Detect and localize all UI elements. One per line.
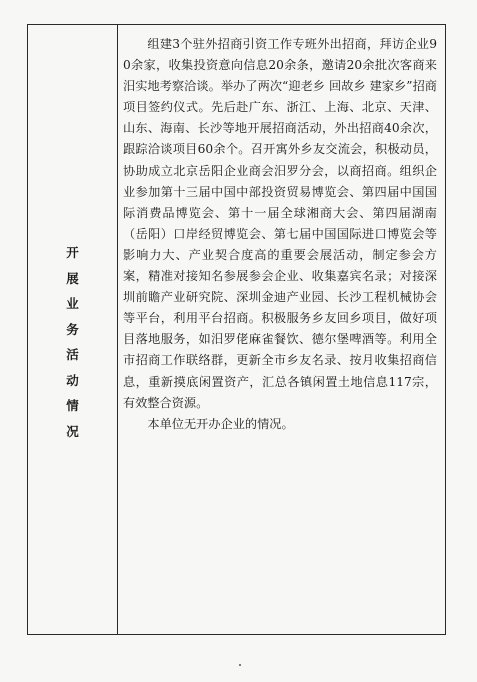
- section-label: [28, 240, 117, 444]
- scan-speck: [239, 664, 241, 666]
- no-enterprise-paragraph: 本单位无开办企业的情况。: [147, 416, 294, 431]
- section-label-char: 况: [66, 423, 79, 439]
- activity-paragraph: 组建3个驻外招商引资工作专班外出招商，拜访企业90余家，收集投资意向信息20余条，邀请20余批次客商来汨实地考察洽谈。举办了两次“迎老乡 回故乡 建家乡”招商项目签约仪式。先后赴广东、浙江、上海、北京、天津、山东、海南、长沙等地开展招商活动，外出招商40余次，跟踪洽谈项目60余个。召开寓外乡友交流会，积极动员，协助成立北京岳阳企业商会汨罗分会，以商招商。组织企业参加第十三届中国中部投资贸易博览会、第四届中国国际消费品博览会、第十一届全球湘商大会、第四届湖南（岳阳）口岸经贸博览会、第七届中国国际进口博览会等影响力大、产业契合度高的重要会展活动，制定参会方案，精准对接知名参展参会企业、收集嘉宾名录；对接深圳前瞻产业研究院、深圳金迪产业园、长沙工程机械协会等平台，利用平台招商。积极服务乡友回乡项目，做好项目落地服务，如汨罗佬麻雀餐饮、德尔堡啤酒等。利用全市招商工作联络群，更新全市乡友名录、按月收集招商信息，重新摸底闲置资产，汇总各镇闲置土地信息117宗，有效整合资源。: [123, 37, 437, 410]
- section-label-char: 展: [66, 270, 79, 286]
- section-label-char: 开: [66, 245, 79, 260]
- section-content-cell: [123, 34, 437, 435]
- section-label-char: 务: [66, 321, 79, 337]
- section-label-char: 活: [66, 347, 79, 362]
- section-label-char: 动: [66, 372, 79, 388]
- section-label-cell: [28, 25, 118, 634]
- section-label-char: 情: [66, 398, 79, 413]
- activity-table: [27, 24, 446, 635]
- section-label-char: 业: [66, 296, 79, 311]
